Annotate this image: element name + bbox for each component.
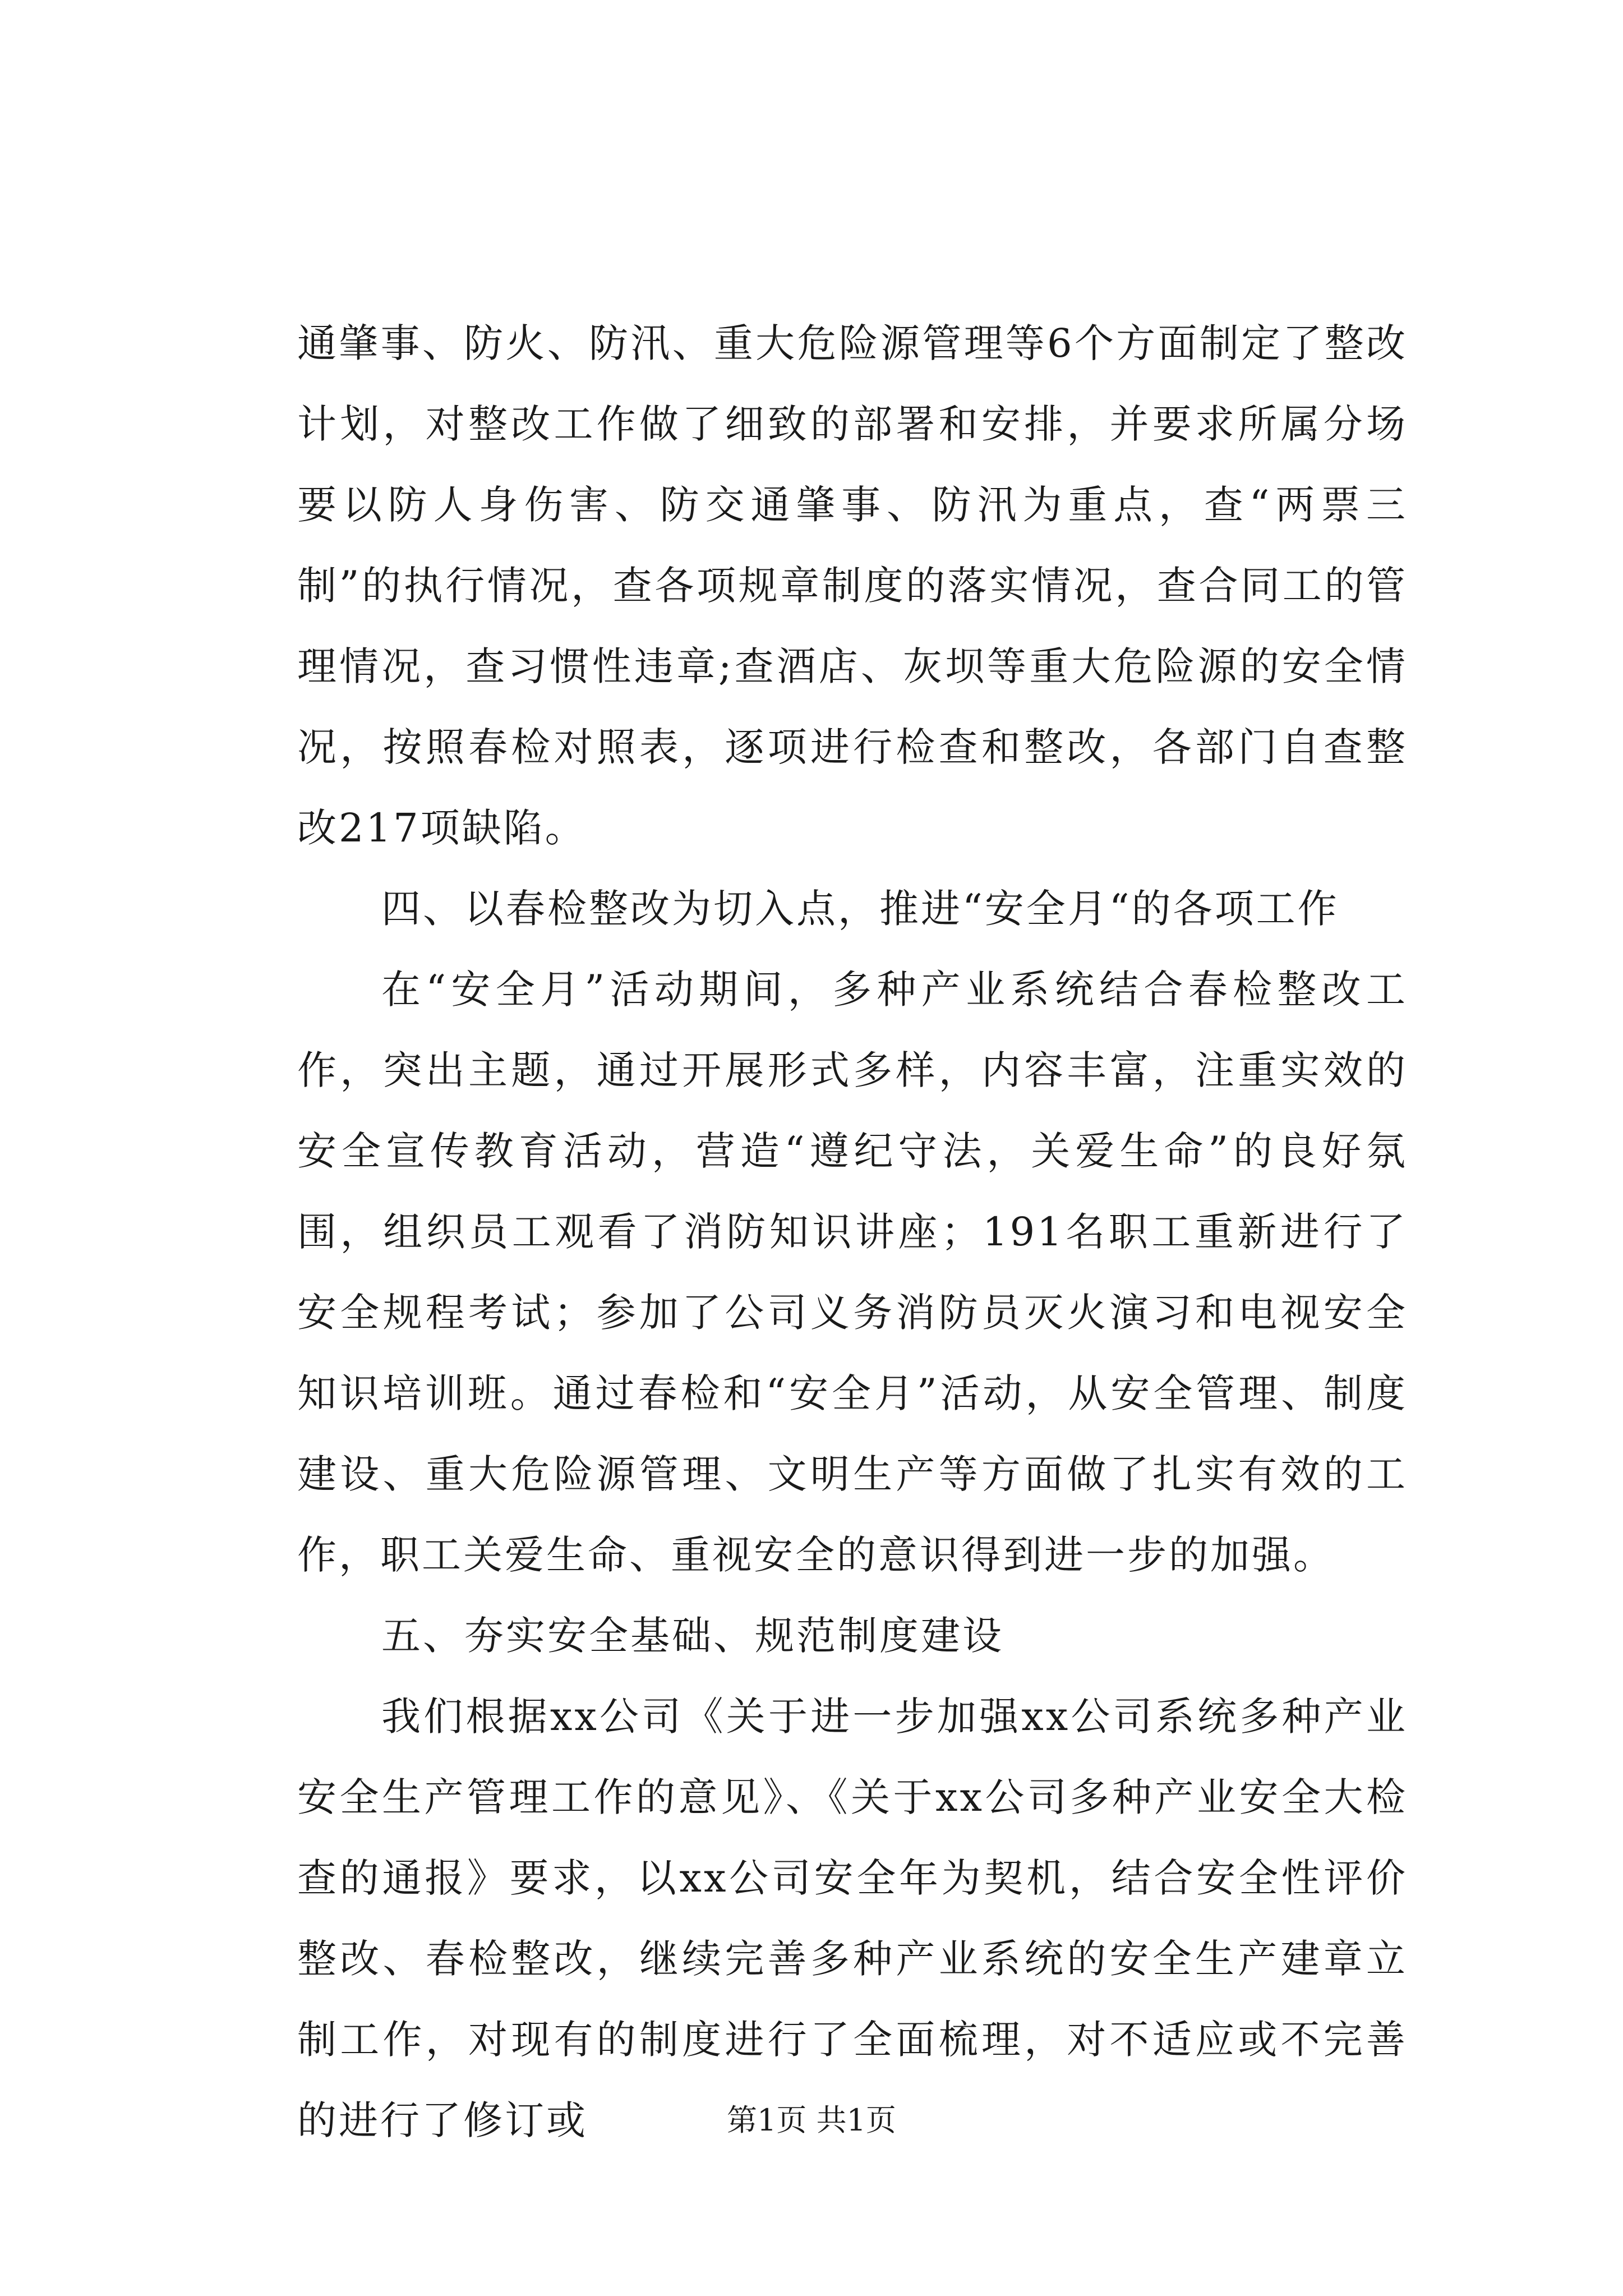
paragraph-continuation: 通肇事、防火、防汛、重大危险源管理等6个方面制定了整改计划，对整改工作做了细致的部署和安排，并要求所属分场要以防人身伤害、防交通肇事、防汛为重点，查“两票三制”的执行情况，查各项规章制度的落实情况，查合同工的管理情况，查习惯性违章;查酒店、灰坝等重大危险源的安全情况，按照春检对照表，逐项进行检查和整改，各部门自查整改217项缺陷。 [297, 320, 1408, 851]
page-number-footer: 第1页 共1页 [727, 2102, 896, 2138]
section-heading-four: 四、以春检整改为切入点，推进“安全月“的各项工作 [381, 886, 1339, 932]
paragraph-regulations: 我们根据xx公司《关于进一步加强xx公司系统多种产业安全生产管理工作的意见》、《关于xx公司多种产业安全大检查的通报》要求，以xx公司安全年为契机，结合安全性评价整改、春检整改，继续完善多种产业系统的安全生产建章立制工作，对现有的制度进行了全面梳理，对不适应或不完善的进行了修订或 [297, 1694, 1408, 2143]
paragraph-safety-month: 在“安全月”活动期间，多种产业系统结合春检整改工作，突出主题，通过开展形式多样，内容丰富，注重实效的安全宣传教育活动，营造“遵纪守法，关爱生命”的良好氛围，组织员工观看了消防知识讲座；191名职工重新进行了安全规程考试；参加了公司义务消防员灭火演习和电视安全知识培训班。通过春检和“安全月”活动，从安全管理、制度建设、重大危险源管理、文明生产等方面做了扎实有效的工作，职工关爱生命、重视安全的意识得到进一步的加强。 [297, 967, 1408, 1578]
section-heading-five: 五、夯实安全基础、规范制度建设 [381, 1613, 1004, 1659]
document-body [297, 303, 1408, 2161]
